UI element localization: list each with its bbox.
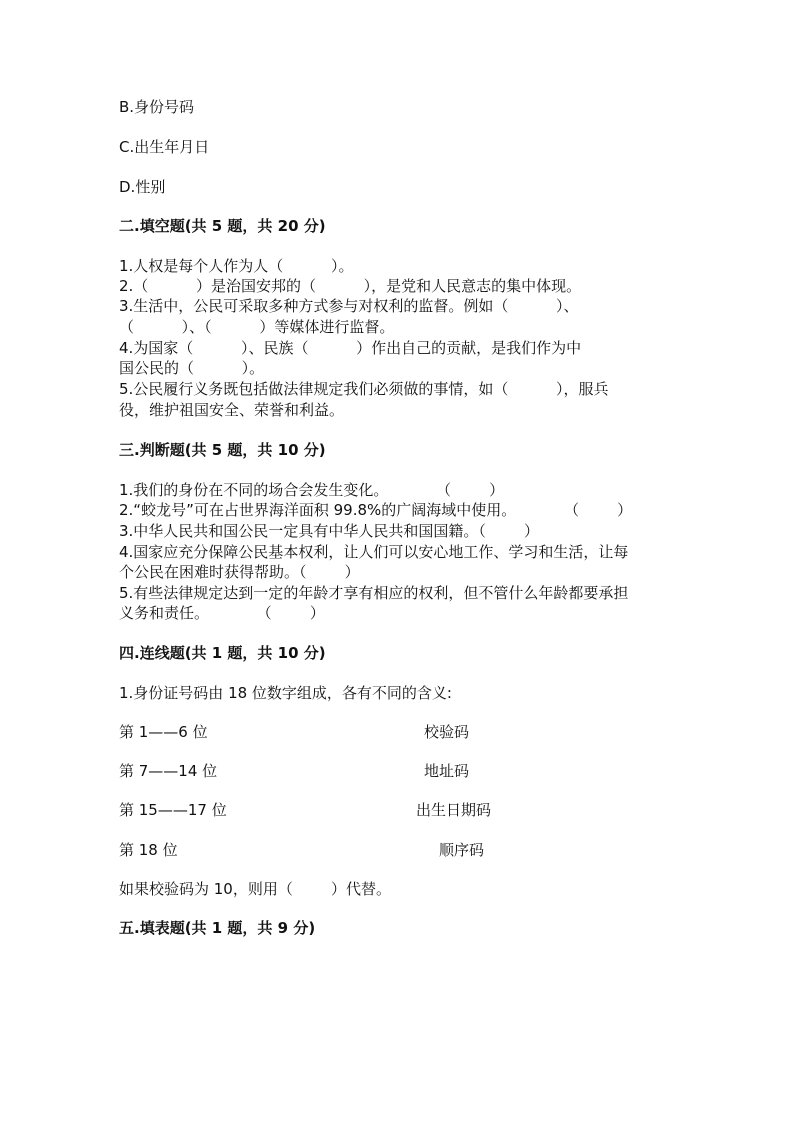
fill-blank-line: 役，维护祖国安全、荣誉和利益。	[119, 401, 345, 419]
judgment-line: 4.国家应充分保障公民基本权利，让人们可以安心地工作、学习和生活，让每	[119, 543, 629, 561]
fill-blank-line: （ ）、（ ）等媒体进行监督。	[119, 318, 395, 336]
matching-right-item: 出生日期码	[416, 801, 492, 819]
judgment-line: 5.有些法律规定达到一定的年龄才享有相应的权利，但不管什么年龄都要承担	[119, 584, 629, 602]
matching-left-item: 第 7——14 位	[119, 762, 218, 780]
option-c: C.出生年月日	[119, 138, 210, 156]
section-heading-table: 五.填表题(共 1 题，共 9 分)	[119, 919, 316, 937]
matching-right-item: 校验码	[424, 723, 470, 741]
option-d: D.性别	[119, 178, 166, 196]
section-heading-fill-blank: 二.填空题(共 5 题，共 20 分)	[119, 217, 326, 235]
matching-left-item: 第 1——6 位	[119, 723, 208, 741]
fill-blank-line: 3.生活中，公民可采取多种方式参与对权利的监督。例如（ ）、	[119, 297, 579, 315]
fill-blank-line: 5.公民履行义务既包括做法律规定我们必须做的事情，如（ ），服兵	[119, 380, 609, 398]
judgment-line: 3.中华人民共和国公民一定具有中华人民共和国国籍。（ ）	[119, 522, 539, 540]
fill-blank-line: 1.人权是每个人作为人（ ）。	[119, 257, 354, 275]
matching-left-item: 第 18 位	[119, 841, 178, 859]
judgment-line: 个公民在困难时获得帮助。（ ）	[119, 563, 360, 581]
matching-right-item: 地址码	[424, 762, 470, 780]
judgment-line: 1.我们的身份在不同的场合会发生变化。 （ ）	[119, 481, 505, 499]
option-b: B.身份号码	[119, 98, 195, 116]
matching-note: 如果校验码为 10，则用（ ）代替。	[119, 880, 392, 898]
fill-blank-line: 2.（ ）是治国安邦的（ ），是党和人民意志的集中体现。	[119, 277, 582, 295]
fill-blank-line: 国公民的（ ）。	[119, 359, 265, 377]
fill-blank-line: 4.为国家（ ）、民族（ ）作出自己的贡献，是我们作为中	[119, 339, 582, 357]
judgment-line: 义务和责任。 （ ）	[119, 604, 325, 622]
section-heading-judgment: 三.判断题(共 5 题，共 10 分)	[119, 441, 326, 459]
matching-right-item: 顺序码	[439, 841, 485, 859]
section-heading-matching: 四.连线题(共 1 题，共 10 分)	[119, 644, 326, 662]
matching-intro: 1.身份证号码由 18 位数字组成，各有不同的含义:	[119, 684, 452, 702]
judgment-line: 2.“蛟龙号”可在占世界海洋面积 99.8%的广阔海域中使用。 （ ）	[119, 501, 633, 519]
matching-left-item: 第 15——17 位	[119, 801, 227, 819]
